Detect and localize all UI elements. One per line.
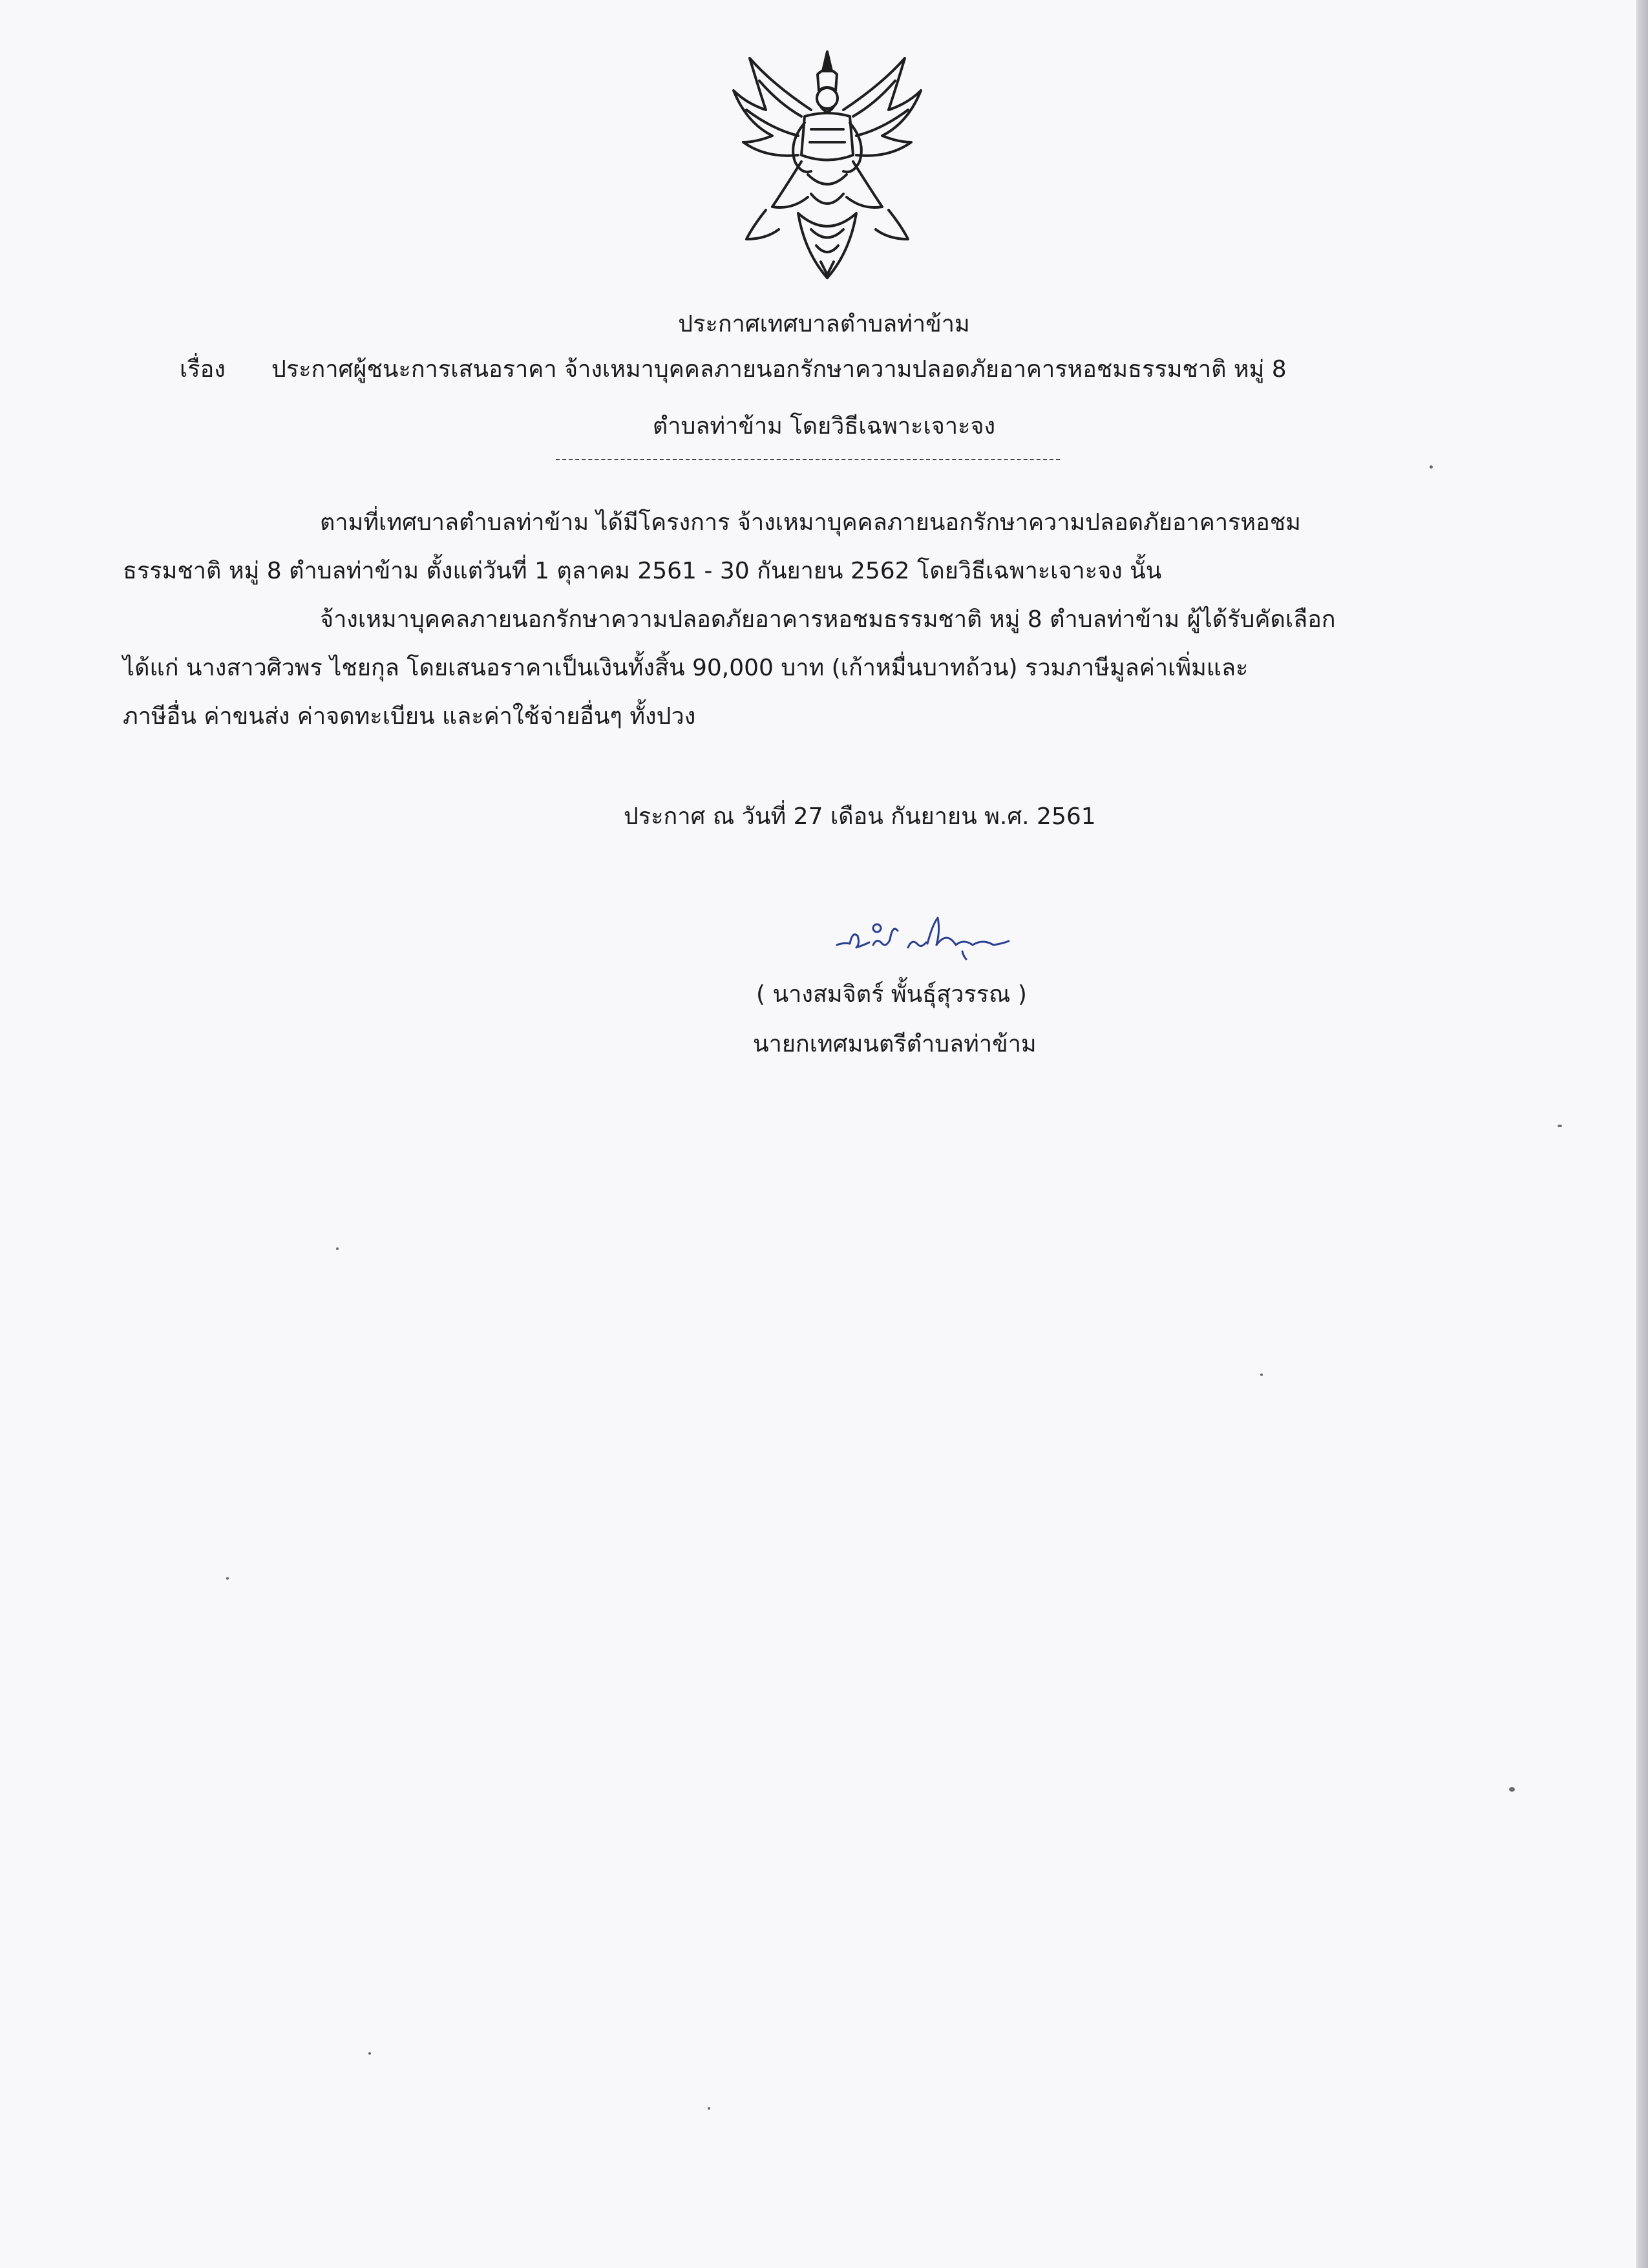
subject-line-1: ประกาศผู้ชนะการเสนอราคา จ้างเหมาบุคคลภายนอกรักษาความปลอดภัยอาคารหอชมธรรมชาติ หมู่ 8 bbox=[271, 356, 1287, 383]
paragraph-1-line-1: ตามที่เทศบาลตำบลท่าข้าม ได้มีโครงการ จ้างเหมาบุคคลภายนอกรักษาความปลอดภัยอาคารหอชม bbox=[320, 509, 1301, 536]
paragraph-2-line-2: ได้แก่ นางสาวศิวพร ไชยกุล โดยเสนอราคาเป็นเงินทั้งสิ้น 90,000 บาท (เก้าหมื่นบาทถ้วน) รวมภาษีมูลค่าเพิ่มและ bbox=[123, 655, 1249, 681]
scan-speck bbox=[1558, 1125, 1562, 1127]
scan-speck bbox=[336, 1247, 339, 1250]
scan-speck bbox=[1260, 1373, 1263, 1376]
garuda-emblem bbox=[721, 45, 934, 291]
paragraph-2-line-1: จ้างเหมาบุคคลภายนอกรักษาความปลอดภัยอาคารหอชมธรรมชาติ หมู่ 8 ตำบลท่าข้าม ผู้ได้รับคัดเลือก bbox=[320, 606, 1336, 633]
subject-line-2: ตำบลท่าข้าม โดยวิธีเฉพาะเจาะจง bbox=[652, 413, 996, 440]
paragraph-1-line-2: ธรรมชาติ หมู่ 8 ตำบลท่าข้าม ตั้งแต่วันที่ 1 ตุลาคม 2561 - 30 กันยายน 2562 โดยวิธีเฉพาะเจาะจง นั้น bbox=[123, 558, 1162, 584]
subject-label: เรื่อง bbox=[180, 356, 226, 383]
handwritten-signature bbox=[830, 905, 1018, 966]
scan-speck bbox=[1509, 1787, 1515, 1792]
scan-edge bbox=[1636, 0, 1648, 2268]
signatory-title: นายกเทศมนตรีตำบลท่าข้าม bbox=[753, 1031, 1037, 1057]
scan-speck bbox=[368, 2052, 371, 2055]
paragraph-2-line-3: ภาษีอื่น ค่าขนส่ง ค่าจดทะเบียน และค่าใช้จ่ายอื่นๆ ทั้งปวง bbox=[123, 703, 696, 730]
separator-line bbox=[556, 459, 1060, 460]
announcement-date: ประกาศ ณ วันที่ 27 เดือน กันยายน พ.ศ. 2561 bbox=[624, 803, 1096, 830]
scan-speck bbox=[708, 2107, 710, 2110]
issuer-heading: ประกาศเทศบาลตำบลท่าข้าม bbox=[678, 311, 970, 337]
scan-speck bbox=[226, 1577, 229, 1580]
signatory-name: ( นางสมจิตร์ พั้นธุ์สุวรรณ ) bbox=[756, 981, 1027, 1008]
scan-speck bbox=[1430, 465, 1433, 469]
